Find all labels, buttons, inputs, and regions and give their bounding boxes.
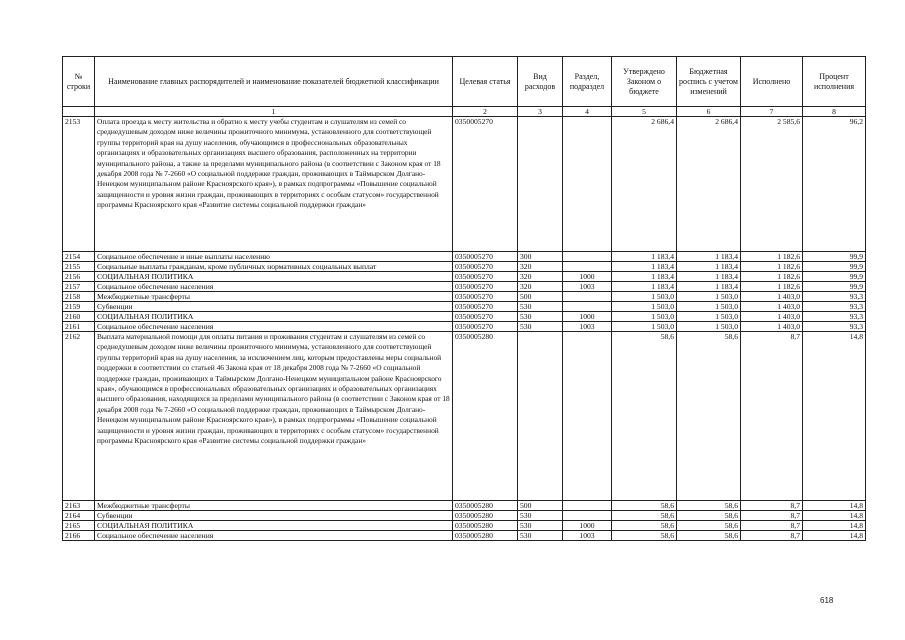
row-approved: 1 503,0 [612,312,677,322]
row-approved: 58,6 [612,511,677,521]
row-approved: 58,6 [612,531,677,541]
row-budget: 58,6 [677,521,741,531]
row-name: Социальное обеспечение населения [95,282,453,292]
row-executed: 8,7 [741,531,803,541]
row-budget: 1 183,4 [677,282,741,292]
row-approved: 1 183,4 [612,262,677,272]
table-row [63,262,866,272]
row-section: 1000 [563,272,612,282]
row-approved: 58,6 [612,332,677,501]
row-percent: 93,3 [803,312,866,322]
row-target: 0350005280 [453,332,518,501]
row-name: Социальное обеспечение населения [95,322,453,332]
row-section [563,117,612,252]
table-row [63,332,866,501]
column-number-row [63,107,866,117]
row-number: 2156 [63,272,95,282]
header-kind: Вид расходов [518,57,563,107]
row-budget: 1 183,4 [677,262,741,272]
row-executed: 8,7 [741,332,803,501]
row-target: 0350005270 [453,312,518,322]
row-kind: 530 [518,302,563,312]
row-percent: 93,3 [803,302,866,312]
row-name: Выплата материальной помощи для оплаты питания и проживания студентам и слушателям из семей со среднедушевым доходом ниже величины прожиточного минимума, установленного для соответствующей группы территорий края на душу населения, за исключением лиц, которым предоставлены меры социальной поддержки в соответствии со статьей 46 Закона края от 18 декабря 2008 года № 7-2660 «О социальной поддержке граждан, проживающих в Таймырском Долгано-Ненецком муниципальном районе Красноярского края», обучающимся в профессиональных образовательных организациях и образовательных организациях высшего образования, находящихся за пределами муниципального района (в соответствии с Законом края от 18 декабря 2008 года № 7-2660 «О социальной поддержке граждан, проживающих в Таймырском Долгано-Ненецком муниципальном районе Красноярского края»), в рамках подпрограммы «Повышение социальной защищенности и уровня жизни граждан, проживающих в территориях с особым статусом» государственной программы Красноярского края «Развитие системы социальной поддержки граждан» [95,332,453,501]
row-percent: 14,8 [803,332,866,501]
row-approved: 58,6 [612,501,677,511]
table-header [63,57,866,117]
table-row [63,511,866,521]
header-target: Целевая статья [453,57,518,107]
row-approved: 1 503,0 [612,292,677,302]
row-kind: 500 [518,292,563,302]
row-kind: 530 [518,531,563,541]
row-number: 2166 [63,531,95,541]
row-budget: 58,6 [677,501,741,511]
table-row [63,282,866,292]
row-approved: 2 686,4 [612,117,677,252]
header-approved: Утверждено Законом о бюджете [612,57,677,107]
row-name: Социальное обеспечение и иные выплаты населению [95,252,453,262]
table-row [63,302,866,312]
row-section [563,302,612,312]
row-number: 2159 [63,302,95,312]
row-kind: 320 [518,282,563,292]
row-budget: 1 183,4 [677,272,741,282]
row-budget: 58,6 [677,531,741,541]
row-target: 0350005270 [453,302,518,312]
row-section [563,252,612,262]
row-number: 2165 [63,521,95,531]
row-number: 2160 [63,312,95,322]
column-number: 2 [453,107,518,117]
row-percent: 96,2 [803,117,866,252]
row-target: 0350005270 [453,282,518,292]
row-executed: 1 403,0 [741,312,803,322]
row-approved: 1 503,0 [612,322,677,332]
row-budget: 1 503,0 [677,302,741,312]
column-number: 3 [518,107,563,117]
table-row [63,292,866,302]
row-kind: 530 [518,521,563,531]
table-row [63,117,866,252]
row-budget: 1 183,4 [677,252,741,262]
column-number: 7 [741,107,803,117]
row-name: СОЦИАЛЬНАЯ ПОЛИТИКА [95,312,453,322]
row-executed: 1 403,0 [741,322,803,332]
row-section: 1003 [563,282,612,292]
table-row [63,322,866,332]
row-target: 0350005270 [453,272,518,282]
row-percent: 99,9 [803,252,866,262]
table-row [63,501,866,511]
row-percent: 99,9 [803,282,866,292]
row-percent: 14,8 [803,501,866,511]
row-approved: 1 503,0 [612,302,677,312]
row-number: 2153 [63,117,95,252]
column-number: 5 [612,107,677,117]
row-budget: 58,6 [677,511,741,521]
row-name: Субвенции [95,302,453,312]
column-number: 4 [563,107,612,117]
table-row [63,521,866,531]
row-kind [518,332,563,501]
header-name: Наименование главных распорядителей и наименование показателей бюджетной классификации [95,57,453,107]
row-approved: 1 183,4 [612,272,677,282]
row-target: 0350005270 [453,252,518,262]
row-section: 1003 [563,531,612,541]
row-number: 2157 [63,282,95,292]
row-name: Социальные выплаты гражданам, кроме публичных нормативных социальных выплат [95,262,453,272]
row-section [563,262,612,272]
column-number: 1 [95,107,453,117]
column-number: 6 [677,107,741,117]
row-budget: 1 503,0 [677,312,741,322]
row-percent: 93,3 [803,322,866,332]
row-name: Межбюджетные трансферты [95,292,453,302]
row-target: 0350005270 [453,322,518,332]
row-name: Социальное обеспечение населения [95,531,453,541]
row-name: СОЦИАЛЬНАЯ ПОЛИТИКА [95,272,453,282]
table-row [63,272,866,282]
row-section [563,292,612,302]
row-number: 2163 [63,501,95,511]
row-percent: 14,8 [803,511,866,521]
row-executed: 1 182,6 [741,262,803,272]
row-budget: 2 686,4 [677,117,741,252]
row-executed: 1 403,0 [741,292,803,302]
row-budget: 1 503,0 [677,322,741,332]
row-kind: 320 [518,272,563,282]
row-kind: 530 [518,312,563,322]
row-section: 1003 [563,322,612,332]
row-percent: 14,8 [803,521,866,531]
row-section [563,332,612,501]
budget-execution-table [62,56,866,541]
row-executed: 8,7 [741,511,803,521]
row-target: 0350005270 [453,292,518,302]
header-budget-list: Бюджетная роспись с учетом изменений [677,57,741,107]
row-name: СОЦИАЛЬНАЯ ПОЛИТИКА [95,521,453,531]
header-row-no: № строки [63,57,95,107]
row-executed: 1 182,6 [741,272,803,282]
row-kind: 530 [518,322,563,332]
header-executed: Исполнено [741,57,803,107]
row-target: 0350005280 [453,501,518,511]
row-executed: 8,7 [741,501,803,511]
row-target: 0350005270 [453,117,518,252]
row-executed: 1 182,6 [741,252,803,262]
row-percent: 93,3 [803,292,866,302]
row-kind: 320 [518,262,563,272]
row-budget: 58,6 [677,332,741,501]
row-percent: 99,9 [803,262,866,272]
row-executed: 1 403,0 [741,302,803,312]
row-number: 2162 [63,332,95,501]
row-executed: 8,7 [741,521,803,531]
page-number: 618 [820,596,834,605]
row-section [563,501,612,511]
row-target: 0350005270 [453,262,518,272]
row-number: 2164 [63,511,95,521]
column-number-blank [63,107,95,117]
row-section: 1000 [563,521,612,531]
row-percent: 99,9 [803,272,866,282]
row-executed: 2 585,6 [741,117,803,252]
table-row [63,252,866,262]
row-budget: 1 503,0 [677,292,741,302]
row-name: Межбюджетные трансферты [95,501,453,511]
row-approved: 1 183,4 [612,252,677,262]
table-body [63,117,866,541]
row-kind [518,117,563,252]
header-percent: Процент исполнения [803,57,866,107]
row-name: Оплата проезда к месту жительства и обратно к месту учебы студентам и слушателям из семей со среднедушевым доходом ниже величины прожиточного минимума, установленного для соответствующей группы территорий края на душу населения, обучающимся в профессиональных образовательных организациях и образовательных организациях высшего образования, расположенных на территории муниципального района, а также за пределами муниципального района (в соответствии с Законом края от 18 декабря 2008 года № 7-2660 «О социальной поддержке граждан, проживающих в Таймырском Долгано-Ненецком муниципальном районе Красноярского края»), в рамках подпрограммы «Повышение социальной защищенности и уровня жизни граждан, проживающих в территориях с особым статусом» государственной программы Красноярского края «Развитие системы социальной поддержки граждан» [95,117,453,252]
row-number: 2154 [63,252,95,262]
row-approved: 58,6 [612,521,677,531]
row-target: 0350005280 [453,511,518,521]
column-number: 8 [803,107,866,117]
row-approved: 1 183,4 [612,282,677,292]
row-section: 1000 [563,312,612,322]
row-section [563,511,612,521]
row-number: 2158 [63,292,95,302]
row-target: 0350005280 [453,531,518,541]
row-percent: 14,8 [803,531,866,541]
row-number: 2161 [63,322,95,332]
row-kind: 300 [518,252,563,262]
row-number: 2155 [63,262,95,272]
table-row [63,312,866,322]
row-kind: 500 [518,501,563,511]
header-section: Раздел, подраздел [563,57,612,107]
table-row [63,531,866,541]
row-name: Субвенции [95,511,453,521]
row-kind: 530 [518,511,563,521]
row-target: 0350005280 [453,521,518,531]
row-executed: 1 182,6 [741,282,803,292]
